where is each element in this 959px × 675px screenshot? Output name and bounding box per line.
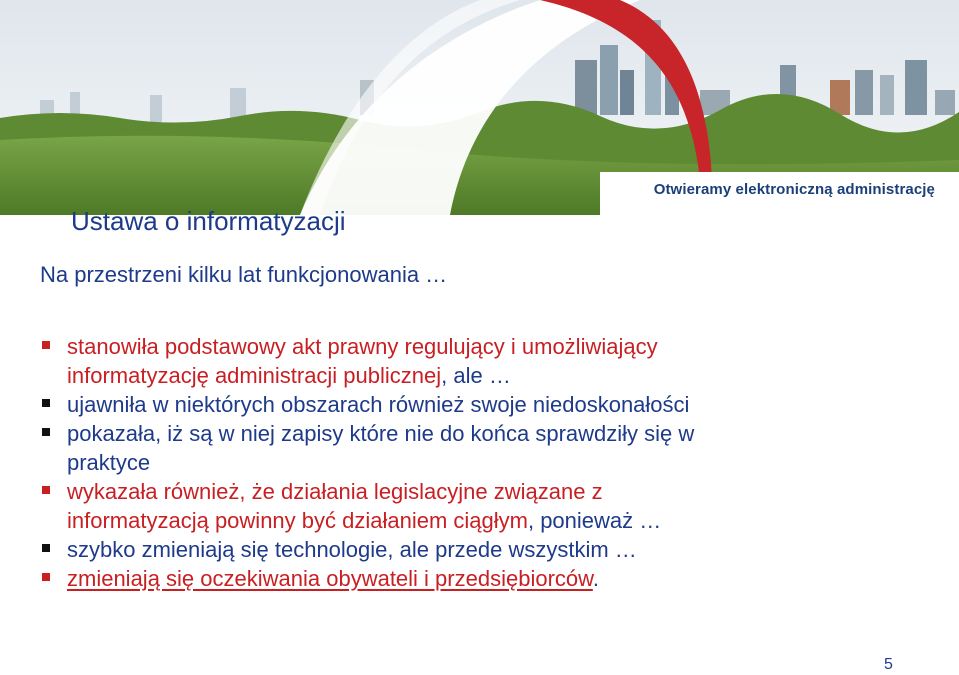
bullet-item [40,477,920,535]
square-bullet-icon [42,544,50,552]
square-bullet-icon [42,573,50,581]
square-bullet-icon [42,399,50,407]
bullet-line: praktyce [67,450,151,475]
bullet-item [40,390,920,419]
square-bullet-icon [42,428,50,436]
banner-tagline: Otwieramy elektroniczną administrację [653,181,935,198]
bullet-line: szybko zmieniają się technologie, ale przede wszystkim … [67,537,637,562]
bullet-line: informatyzację administracji publicznej [67,363,442,388]
bullet-tail: , ponieważ … [527,508,662,533]
slide-subtitle: Na przestrzeni kilku lat funkcjonowania … [40,262,448,287]
bullet-line: zmieniają się oczekiwania obywateli i przedsiębiorców [67,566,593,591]
bullet-item [40,535,920,564]
bullet-line: pokazała, iż są w niej zapisy które nie do końca sprawdziły się w [67,421,695,446]
page-number: 5 [884,656,893,673]
slide-title: Ustawa o informatyzacji [71,206,346,236]
bullet-line: stanowiła podstawowy akt prawny regulujący i umożliwiający [67,334,658,359]
square-bullet-icon [42,341,50,349]
bullet-tail: , ale … [441,363,511,388]
bullet-line: wykazała również, że działania legislacyjne związane z [67,479,603,504]
bullet-list [40,332,920,593]
bullet-tail: . [592,566,599,591]
bullet-line: informatyzacją powinny być działaniem ciągłym [67,508,528,533]
bullet-item [40,564,920,593]
bullet-line: ujawniła w niektórych obszarach również swoje niedoskonałości [67,392,690,417]
bullet-item [40,419,920,477]
bullet-item [40,332,920,390]
square-bullet-icon [42,486,50,494]
